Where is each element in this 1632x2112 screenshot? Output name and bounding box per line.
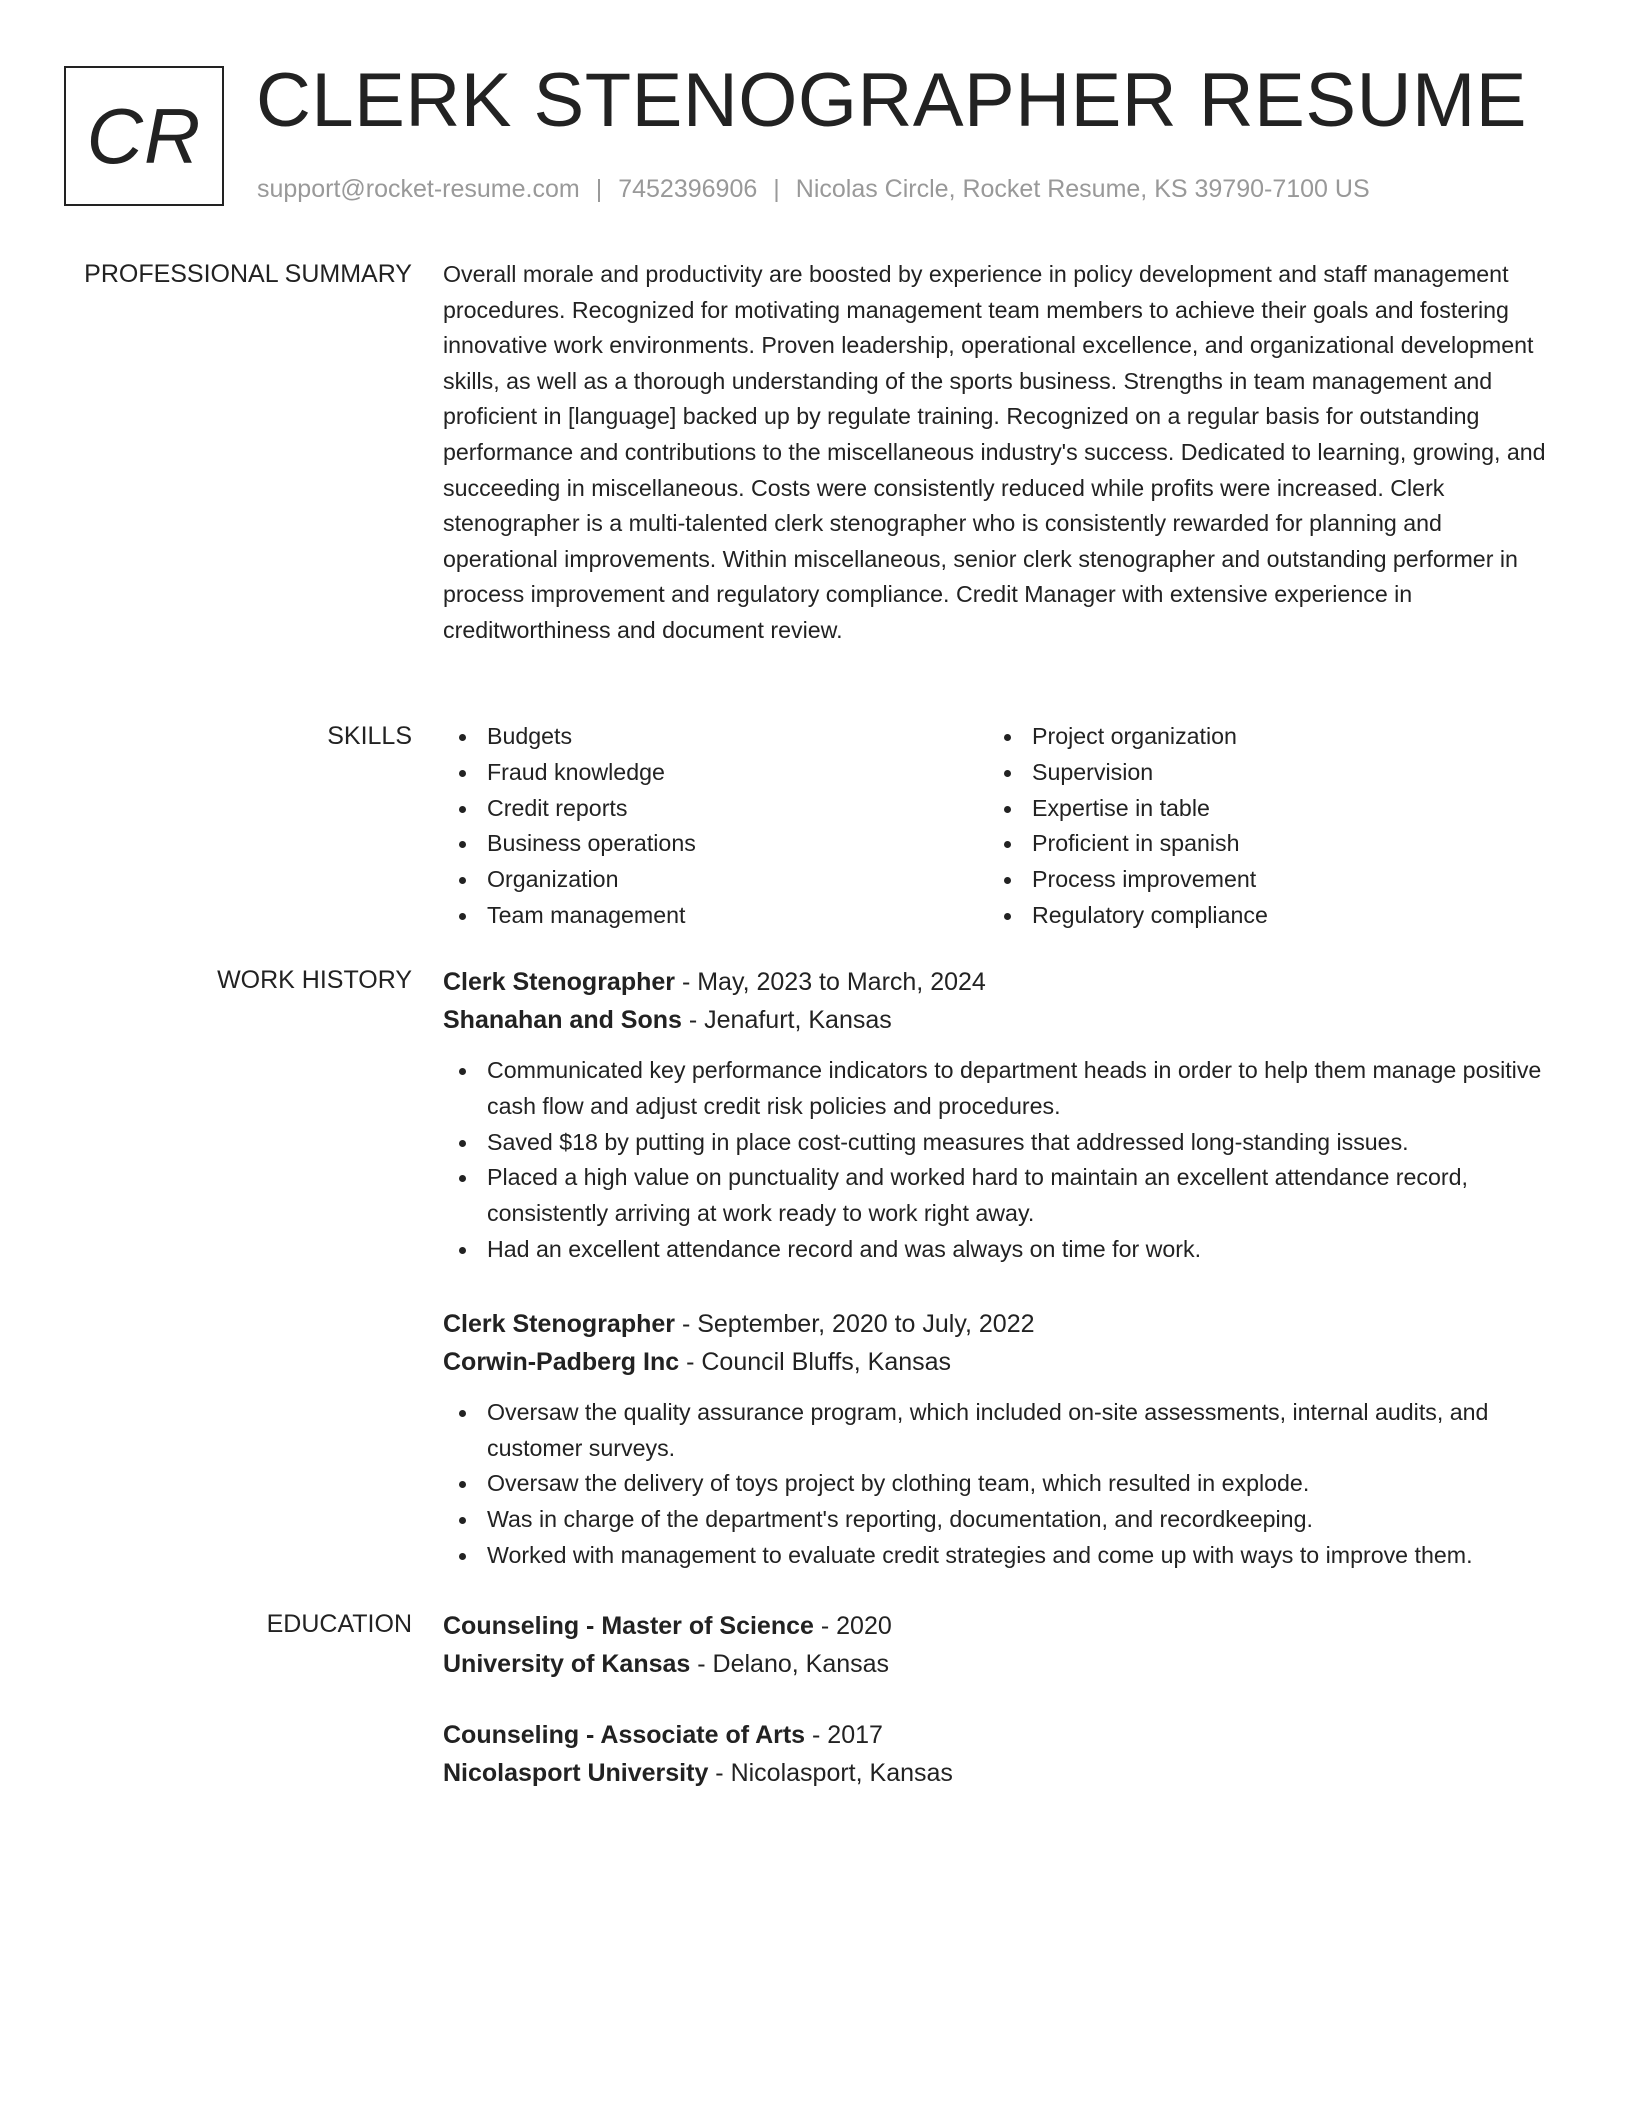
job-company-line: [443, 1343, 1558, 1381]
skills-heading: SKILLS: [327, 722, 412, 750]
summary-body: [443, 257, 1558, 649]
job-title: Clerk Stenographer: [443, 968, 676, 996]
skill-item: Team management: [443, 898, 988, 934]
skill-item: Fraud knowledge: [443, 755, 988, 791]
skill-item: Budgets: [443, 719, 988, 755]
job-bullet: Placed a high value on punctuality and worked hard to maintain an excellent attendance record, consistently arriving at work ready to work right away.: [443, 1160, 1558, 1232]
job-dates: - May, 2023 to March, 2024: [675, 968, 986, 996]
resume-title: CLERK STENOGRAPHER RESUME: [256, 58, 1527, 143]
job-title: Clerk Stenographer: [443, 1309, 676, 1338]
job-entry: [443, 1305, 1558, 1574]
education-location: - Delano, Kansas: [690, 1650, 890, 1678]
job-bullet: Communicated key performance indicators to department heads in order to help them manage positive cash flow and adjust credit risk policies and procedures.: [443, 1053, 1558, 1125]
contact-email[interactable]: support@rocket-resume.com: [257, 175, 580, 203]
job-bullet: Worked with management to evaluate credit strategies and come up with ways to improve them.: [443, 1538, 1558, 1574]
job-bullet: Was in charge of the department's reporting, documentation, and recordkeeping.: [443, 1502, 1558, 1538]
education-school-line: [443, 1754, 1558, 1792]
contact-line: [257, 174, 1370, 204]
contact-separator: |: [595, 175, 603, 203]
education-school: University of Kansas: [443, 1650, 691, 1678]
job-bullets: [443, 1053, 1558, 1268]
skills-body: [443, 719, 1558, 934]
contact-phone[interactable]: 7452396906: [618, 175, 758, 203]
education-body: [443, 1607, 1558, 1825]
education-year: - 2020: [813, 1612, 892, 1640]
job-company-line: [443, 1001, 1558, 1039]
job-bullets: [443, 1395, 1558, 1574]
skill-item: Process improvement: [988, 862, 1533, 898]
skill-item: Business operations: [443, 826, 988, 862]
job-company: Shanahan and Sons: [443, 1006, 682, 1034]
education-school: Nicolasport University: [443, 1759, 709, 1787]
skill-item: Regulatory compliance: [988, 898, 1533, 934]
job-location: - Jenafurt, Kansas: [681, 1006, 892, 1034]
skills-list-left: [443, 719, 988, 934]
skill-item: Supervision: [988, 755, 1533, 791]
summary-heading: PROFESSIONAL SUMMARY: [84, 260, 412, 288]
job-bullet: Oversaw the delivery of toys project by clothing team, which resulted in explode.: [443, 1466, 1558, 1502]
education-year: - 2017: [805, 1721, 883, 1749]
skill-item: Proficient in spanish: [988, 826, 1533, 862]
education-entry: [443, 1716, 1558, 1792]
job-title-line: [443, 963, 1558, 1001]
education-degree: Counseling - Master of Science: [443, 1612, 814, 1640]
job-dates: - September, 2020 to July, 2022: [675, 1309, 1035, 1338]
job-bullet: Oversaw the quality assurance program, which included on-site assessments, internal audits, and customer surveys.: [443, 1395, 1558, 1467]
education-school-line: [443, 1645, 1558, 1683]
skill-item: Project organization: [988, 719, 1533, 755]
monogram-box: [64, 66, 224, 206]
job-title-line: [443, 1305, 1558, 1343]
job-bullet: Had an excellent attendance record and was always on time for work.: [443, 1232, 1558, 1268]
skills-columns: [443, 719, 1558, 934]
skill-item: Expertise in table: [988, 791, 1533, 827]
job-entry: [443, 963, 1558, 1268]
job-company: Corwin-Padberg Inc: [443, 1347, 680, 1376]
education-entry: [443, 1607, 1558, 1683]
summary-text: Overall morale and productivity are boosted by experience in policy development and staff management procedures. Recognized for motivating management team members to achieve their goals and fostering innovative work environments. Proven leadership, operational excellence, and organizational development skills, as well as a thorough understanding of the sports business. Strengths in team management and proficient in [language] backed up by regulate training. Recognized on a regular basis for outstanding performance and contributions to the miscellaneous industry's success. Dedicated to learning, growing, and succeeding in miscellaneous. Costs were consistently reduced while profits were increased. Clerk stenographer is a multi-talented clerk stenographer who is consistently rewarded for planning and operational improvements. Within miscellaneous, senior clerk stenographer and outstanding performer in process improvement and regulatory compliance. Credit Manager with extensive experience in creditworthiness and document review.: [443, 261, 1546, 643]
work-history-body: [443, 963, 1558, 1611]
contact-separator: |: [773, 175, 780, 203]
monogram-initials: CR: [86, 91, 202, 180]
skill-item: Credit reports: [443, 791, 988, 827]
education-location: - Nicolasport, Kansas: [708, 1759, 953, 1787]
skills-list-right: [988, 719, 1533, 934]
job-bullet: Saved $18 by putting in place cost-cutting measures that addressed long-standing issues.: [443, 1125, 1558, 1161]
education-degree-line: [443, 1716, 1558, 1754]
work-history-heading: WORK HISTORY: [217, 966, 412, 994]
education-degree: Counseling - Associate of Arts: [443, 1721, 806, 1749]
education-degree-line: [443, 1607, 1558, 1645]
contact-address: Nicolas Circle, Rocket Resume, KS 39790-7100 US: [795, 175, 1370, 203]
job-location: - Council Bluffs, Kansas: [679, 1347, 952, 1376]
education-heading: EDUCATION: [266, 1610, 412, 1638]
skill-item: Organization: [443, 862, 988, 898]
